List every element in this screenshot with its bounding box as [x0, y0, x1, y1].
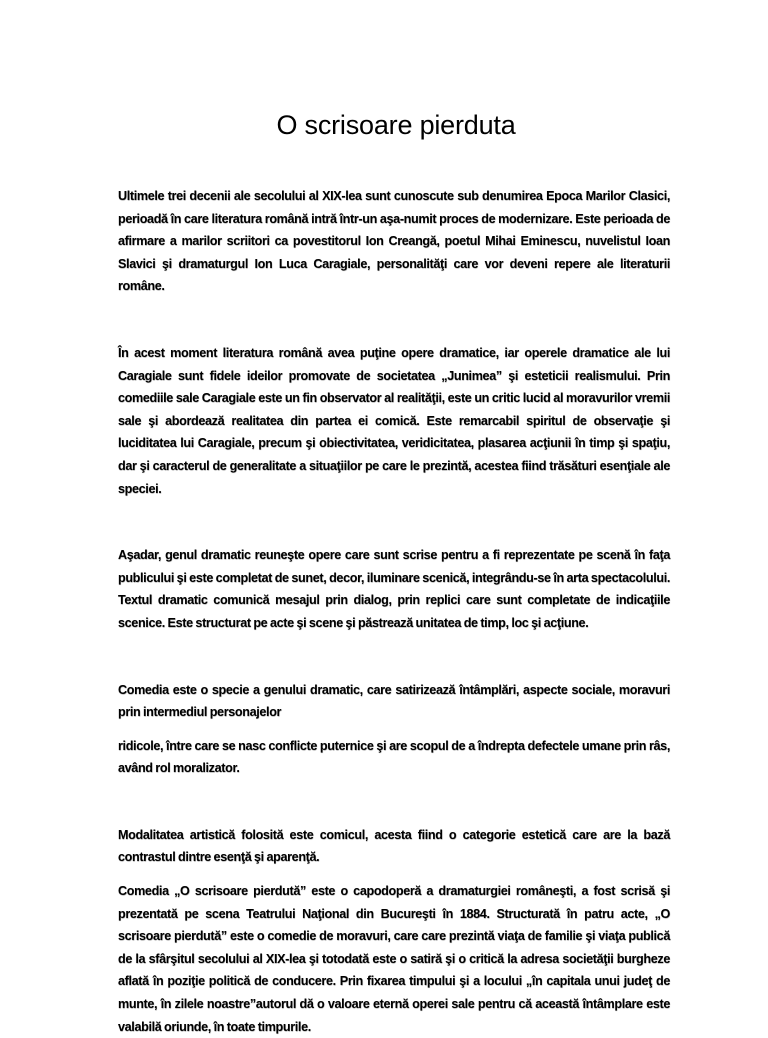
paragraph-comedy-continuation: ridicole, între care se nasc conflicte puternice şi are scopul de a îndrepta defectele umane prin râs, având rol moralizator.	[118, 738, 670, 776]
paragraph-caragiale: În acest moment literatura română avea puţine opere dramatice, iar operele dramatice ale lui Caragiale sunt fidele ideilor promovate de societatea „Junimea” şi esteticii realismului. Prin comediile sale Caragiale este un fin observator al realităţii, este un critic lucid al moravurilor vremii sale şi abordează realitatea din partea ei comică. Este remarcabil spiritul de observaţie şi luciditatea lui Caragiale, precum şi obiectivitatea, veridicitatea, plasarea acţiunii în timp şi spaţiu, dar şi caracterul de generalitate a situaţiilor pe care le prezintă, acestea fiind trăsături esenţiale ale speciei.	[118, 345, 670, 496]
paragraph-intro: Ultimele trei decenii ale secolului al XIX-lea sunt cunoscute sub denumirea Epoca Marilor Clasici, perioadă în care literatura română intră într-un aşa-numit proces de modernizare. Este perioada de afirmare a marilor scriitori ca povestitorul Ion Creangă, poetul Mihai Eminescu, nuvelistul Ioan Slavici şi dramaturgul Ion Luca Caragiale, personalităţi care vor deveni repere ale literaturii române.	[118, 189, 670, 294]
document-title: O scrisoare pierduta	[276, 110, 516, 140]
paragraph-dramatic-genre: Aşadar, genul dramatic reuneşte opere care sunt scrise pentru a fi reprezentate pe scenă în faţa publicului şi este completat de sunet, decor, iluminare scenică, integrându-se în arta spectacolului. Textul dramatic comunică mesajul prin dialog, prin replici care sunt completate de indicaţiile scenice. Este structurat pe acte şi scene şi păstrează unitatea de timp, loc şi acţiune.	[118, 548, 670, 630]
paragraph-play-description: Comedia „O scrisoare pierdută” este o capodoperă a dramaturgiei româneşti, a fost scrisă şi prezentată pe scena Teatrului Naţional din Bucureşti în 1884. Structurată în patru acte, „O scrisoare pierdută” este o comedie de moravuri, care care prezintă viaţa de familie şi viaţa publică de la sfârşitul secolului al XIX-lea şi totodată este o satiră şi o critică la adresa societăţii burgheze aflată în poziţie politică de conducere. Prin fixarea timpului şi a locului „în capitala unui judeţ de munte, în zilele noastre”autorul dă o valoare eternă operei sale pentru că această întâmplare este valabilă oriunde, în toate timpurile.	[118, 884, 670, 1034]
paragraph-comedy-definition: Comedia este o specie a genului dramatic, care satirizează întâmplări, aspecte sociale, moravuri prin intermediul personajelor	[118, 682, 670, 720]
paragraph-comic-modality: Modalitatea artistică folosită este comicul, acesta fiind o categorie estetică care are la bază contrastul dintre esenţă şi aparenţă.	[118, 827, 670, 865]
